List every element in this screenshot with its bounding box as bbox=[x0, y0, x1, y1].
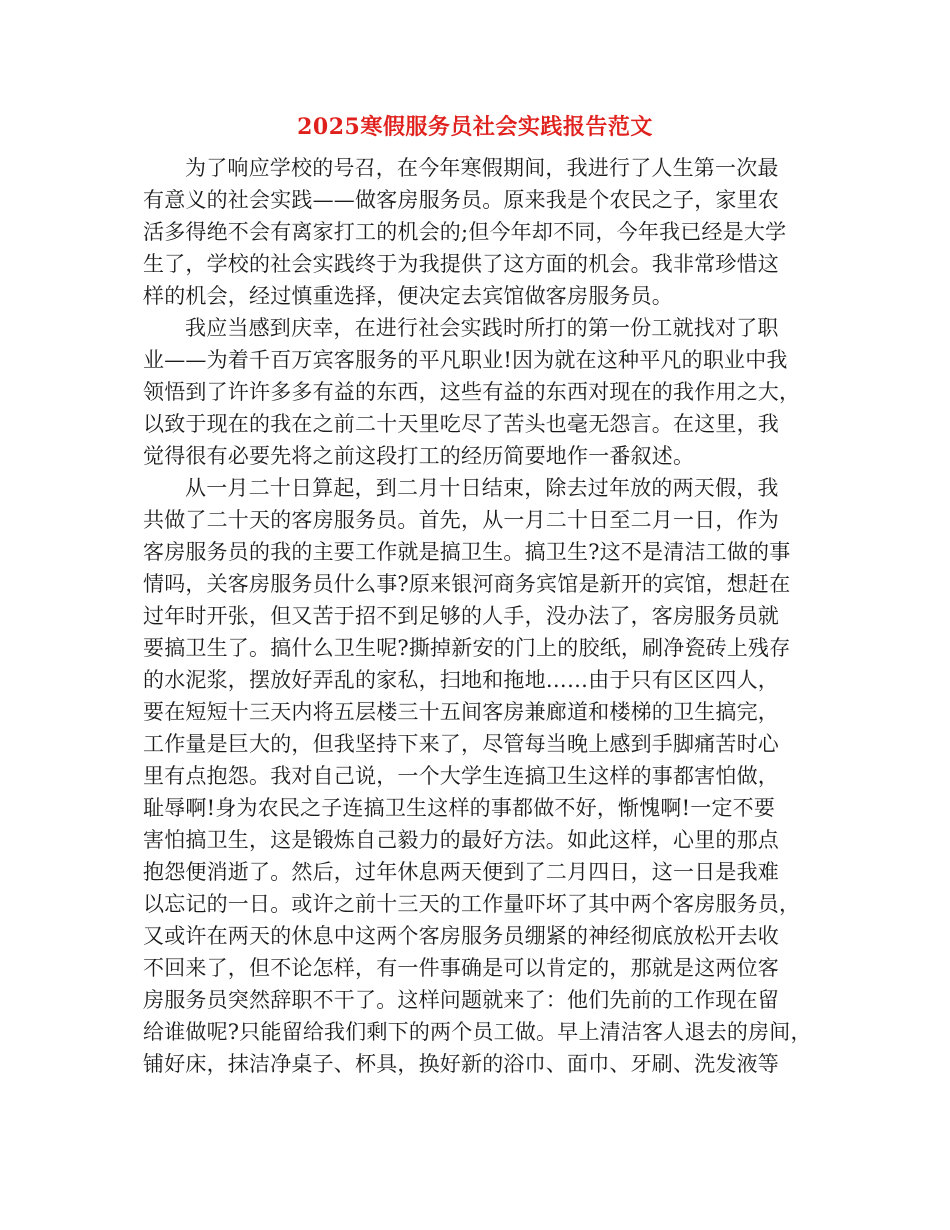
text-line: 领悟到了许许多多有益的东西，这些有益的东西对现在的我作用之大， bbox=[143, 380, 801, 404]
text-line: 不回来了，但不论怎样，有一件事确是可以肯定的，那就是这两位客 bbox=[143, 956, 779, 980]
text-line: 业——为着千百万宾客服务的平凡职业!因为就在这种平凡的职业中我 bbox=[143, 348, 788, 372]
text-line: 给谁做呢?只能留给我们剩下的两个员工做。早上清洁客人退去的房间， bbox=[143, 1020, 812, 1044]
text-line: 要搞卫生了。搞什么卫生呢?撕掉新安的门上的胶纸，刷净瓷砖上残存 bbox=[143, 636, 791, 660]
text-line: 房服务员突然辞职不干了。这样问题就来了：他们先前的工作现在留 bbox=[143, 988, 779, 1012]
text-line: 的水泥浆，摆放好弄乱的家私，扫地和拖地……由于只有区区四人， bbox=[143, 668, 779, 692]
text-line: 从一月二十日算起，到二月十日结束，除去过年放的两天假，我 bbox=[185, 476, 779, 500]
text-line: 共做了二十天的客房服务员。首先，从一月二十日至二月一日，作为 bbox=[143, 508, 779, 532]
text-line: 活多得绝不会有离家打工的机会的;但今年却不同，今年我已经是大学 bbox=[143, 220, 787, 244]
text-line: 工作量是巨大的，但我坚持下来了，尽管每当晚上感到手脚痛苦时心 bbox=[143, 732, 779, 756]
text-line: 耻辱啊!身为农民之子连搞卫生这样的事都做不好，惭愧啊!一定不要 bbox=[143, 796, 776, 820]
text-line: 为了响应学校的号召，在今年寒假期间，我进行了人生第一次最 bbox=[185, 156, 779, 180]
text-line: 要在短短十三天内将五层楼三十五间客房兼廊道和楼梯的卫生搞完， bbox=[143, 700, 779, 724]
text-line: 铺好床，抹洁净桌子、杯具，换好新的浴巾、面巾、牙刷、洗发液等 bbox=[143, 1052, 779, 1076]
text-line: 样的机会，经过慎重选择，便决定去宾馆做客房服务员。 bbox=[143, 284, 673, 308]
document-title: 2025寒假服务员社会实践报告范文 bbox=[297, 114, 653, 140]
text-line: 情吗，关客房服务员什么事?原来银河商务宾馆是新开的宾馆，想赶在 bbox=[143, 572, 791, 596]
text-line: 害怕搞卫生，这是锻炼自己毅力的最好方法。如此这样，心里的那点 bbox=[143, 828, 779, 852]
text-line: 生了，学校的社会实践终于为我提供了这方面的机会。我非常珍惜这 bbox=[143, 252, 779, 276]
text-line: 里有点抱怨。我对自己说，一个大学生连搞卫生这样的事都害怕做， bbox=[143, 764, 779, 788]
text-line: 觉得很有必要先将之前这段打工的经历简要地作一番叙述。 bbox=[143, 444, 695, 468]
text-line: 我应当感到庆幸，在进行社会实践时所打的第一份工就找对了职 bbox=[185, 316, 779, 340]
text-line: 过年时开张，但又苦于招不到足够的人手，没办法了，客房服务员就 bbox=[143, 604, 779, 628]
text-line: 又或许在两天的休息中这两个客房服务员绷紧的神经彻底放松开去收 bbox=[143, 924, 779, 948]
text-line: 客房服务员的我的主要工作就是搞卫生。搞卫生?这不是清洁工做的事 bbox=[143, 540, 791, 564]
text-line: 抱怨便消逝了。然后，过年休息两天便到了二月四日，这一日是我难 bbox=[143, 860, 779, 884]
text-line: 以忘记的一日。或许之前十三天的工作量吓坏了其中两个客房服务员， bbox=[143, 892, 801, 916]
text-line: 有意义的社会实践——做客房服务员。原来我是个农民之子，家里农 bbox=[143, 188, 779, 212]
text-line: 以致于现在的我在之前二十天里吃尽了苦头也毫无怨言。在这里，我 bbox=[143, 412, 779, 436]
